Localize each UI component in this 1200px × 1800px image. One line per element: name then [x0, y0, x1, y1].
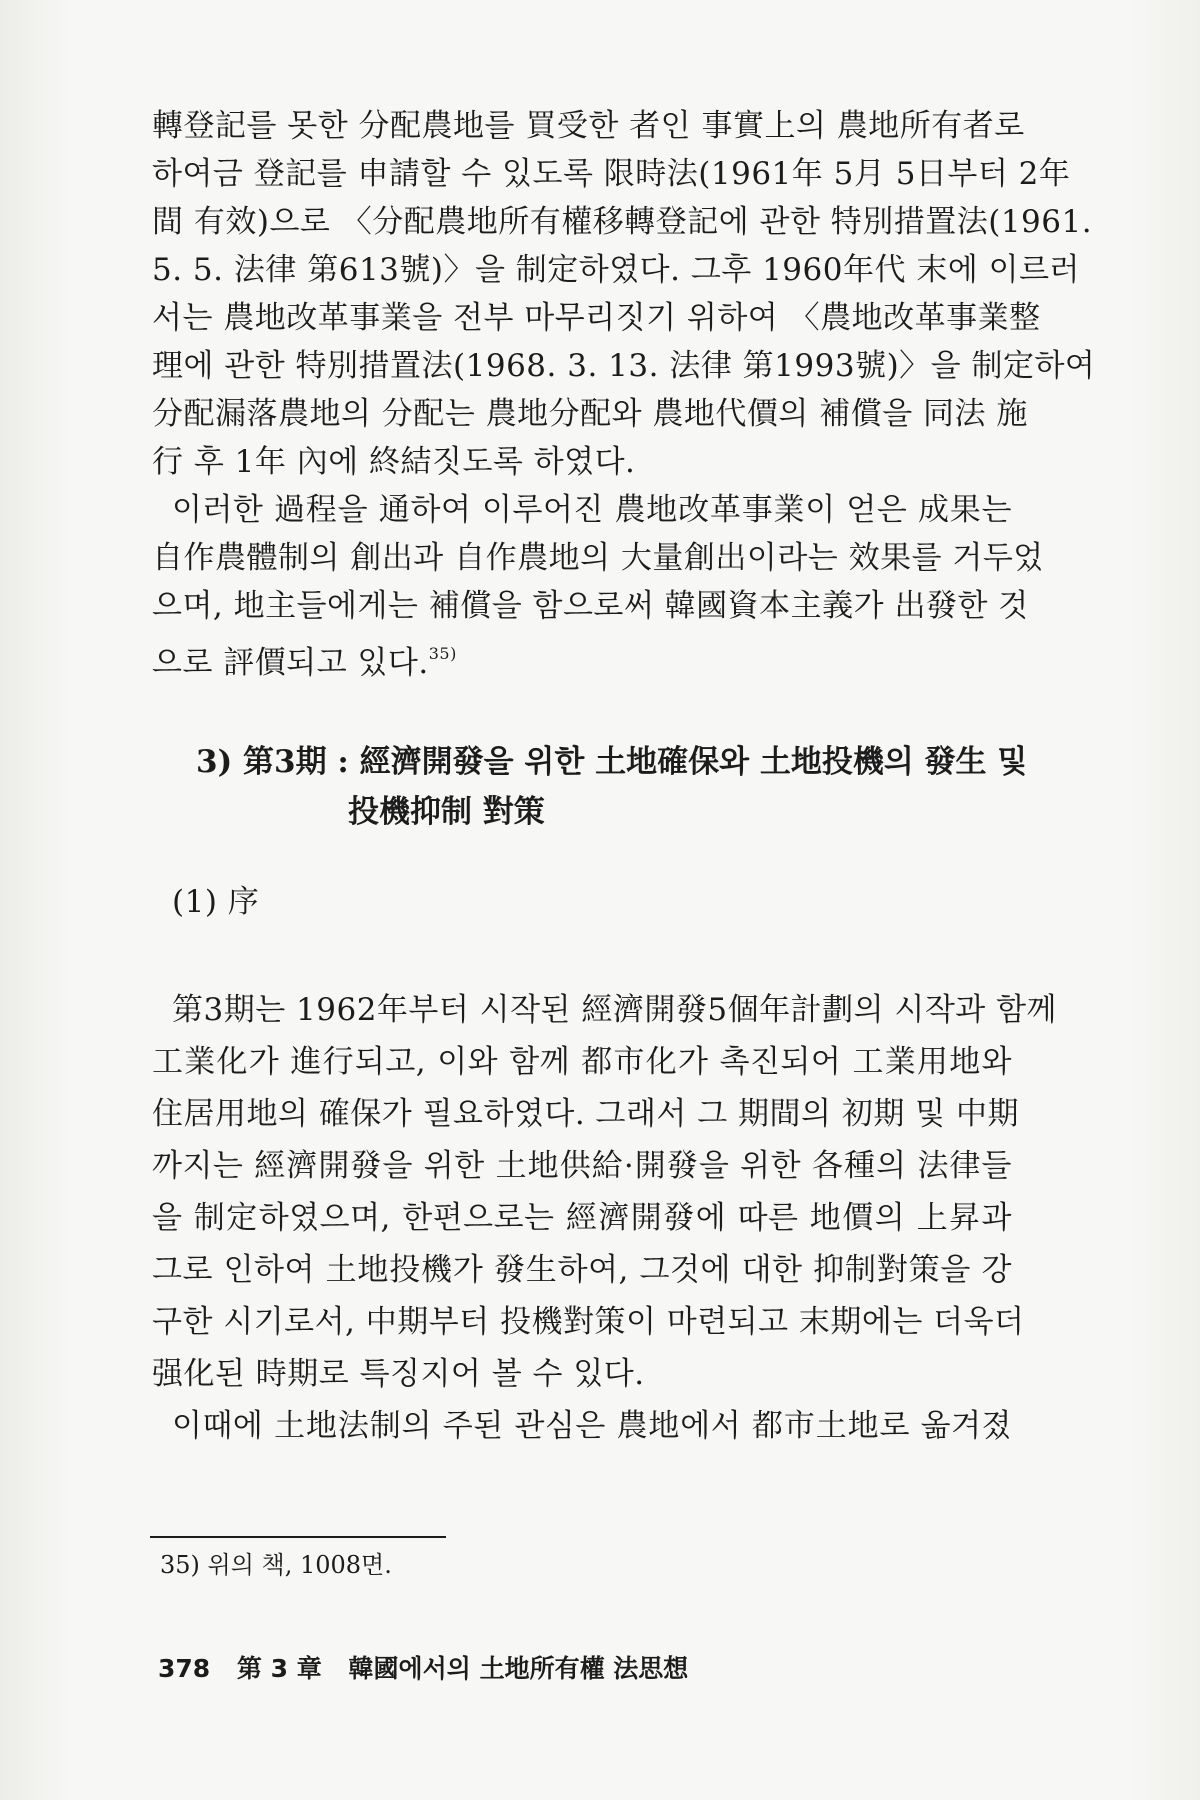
paragraph-1-line-6: 理에 관한 特別措置法(1968. 3. 13. 法律 第1993號)〉을 制定하여	[152, 348, 1096, 384]
subsection-title: 序	[227, 884, 260, 920]
chapter-number: 第 3 章	[236, 1654, 322, 1683]
paragraph-2-line-1: 이러한 過程을 通하여 이루어진 農地改革事業이 얻은 成果는	[172, 492, 1012, 528]
section-label: 第3期 :	[243, 744, 349, 780]
footnote-35: 35) 위의 책, 1008면.	[160, 1551, 392, 1579]
section-number: 3)	[196, 744, 233, 780]
paragraph-1-line-4: 5. 5. 法律 第613號)〉을 制定하였다. 그후 1960年代 末에 이르러	[152, 252, 1080, 288]
paragraph-1-line-7: 分配漏落農地의 分配는 農地分配와 農地代價의 補償을 同法 施	[152, 396, 1028, 432]
paragraph-2-line-2: 自作農體制의 創出과 自作農地의 大量創出이라는 效果를 거두었	[152, 540, 1044, 576]
subsection-number: (1)	[172, 884, 218, 920]
section-title: 經濟開發을 위한 土地確保와 土地投機의 發生 및	[359, 744, 1028, 780]
chapter-title: 韓國에서의 土地所有權 法思想	[348, 1654, 689, 1683]
footnote-reference-35: 35)	[428, 644, 457, 663]
paragraph-2-line-4-text: 으로 評價되고 있다.	[152, 645, 429, 681]
subsection-heading	[172, 882, 1032, 922]
section-heading-line-2: 投機抑制 對策	[348, 794, 545, 830]
page-number: 378	[158, 1654, 211, 1683]
paragraph-3-line-7: 구한 시기로서, 中期부터 投機對策이 마련되고 末期에는 더욱더	[152, 1304, 1025, 1340]
section-heading-line-1	[196, 742, 1027, 782]
paragraph-2-line-4	[152, 634, 1012, 683]
paragraph-4-line-1: 이때에 土地法制의 주된 관심은 農地에서 都市土地로 옮겨졌	[172, 1408, 1012, 1444]
paragraph-2-line-3: 으며, 地主들에게는 補償을 함으로써 韓國資本主義가 出發한 것	[152, 588, 1029, 624]
page-footer	[158, 1654, 706, 1684]
paragraph-3-line-1: 第3期는 1962年부터 시작된 經濟開發5個年計劃의 시작과 함께	[172, 992, 1057, 1028]
paragraph-1-line-1: 轉登記를 못한 分配農地를 買受한 者인 事實上의 農地所有者로	[152, 108, 1025, 144]
paragraph-3-line-2: 工業化가 進行되고, 이와 함께 都市化가 촉진되어 工業用地와	[152, 1044, 1012, 1080]
paragraph-1-line-3: 間 有效)으로 〈分配農地所有權移轉登記에 관한 特別措置法(1961.	[152, 204, 1093, 240]
paragraph-3-line-5: 을 制定하였으며, 한편으로는 經濟開發에 따른 地價의 上昇과	[152, 1200, 1012, 1236]
paragraph-3-line-8: 强化된 時期로 특징지어 볼 수 있다.	[152, 1356, 645, 1392]
paragraph-1-line-5: 서는 農地改革事業을 전부 마무리짓기 위하여 〈農地改革事業整	[152, 300, 1041, 336]
paragraph-1-line-2: 하여금 登記를 申請할 수 있도록 限時法(1961年 5月 5日부터 2年	[152, 156, 1071, 192]
paragraph-1-line-8: 行 후 1年 內에 終結짓도록 하였다.	[152, 444, 636, 480]
footnote-divider	[150, 1536, 446, 1538]
paragraph-3-line-3: 住居用地의 確保가 필요하였다. 그래서 그 期間의 初期 및 中期	[152, 1096, 1019, 1132]
paragraph-3-line-6: 그로 인하여 土地投機가 發生하여, 그것에 대한 抑制對策을 강	[152, 1252, 1012, 1288]
paragraph-3-line-4: 까지는 經濟開發을 위한 土地供給·開發을 위한 各種의 法律들	[152, 1148, 1012, 1184]
